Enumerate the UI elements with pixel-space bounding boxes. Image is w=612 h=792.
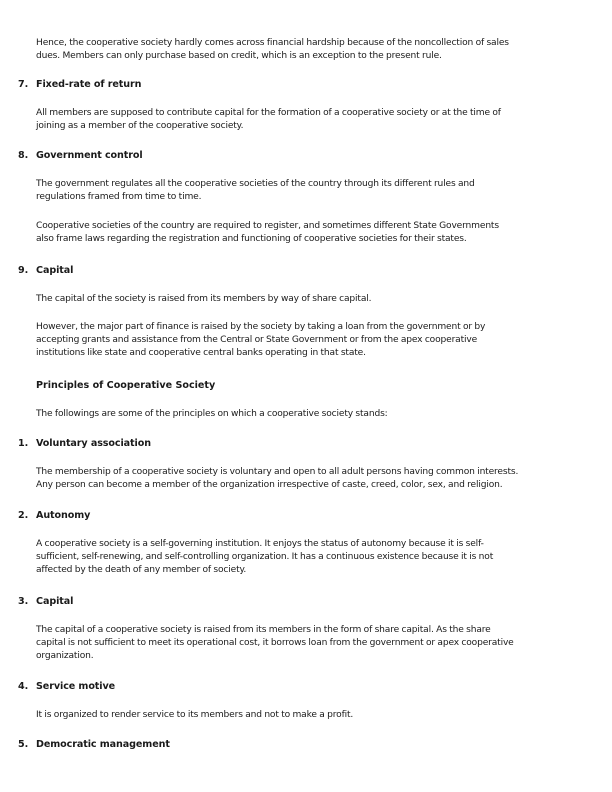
list-number: 9.	[18, 265, 29, 276]
text-line: affected by the death of any member of society.	[36, 565, 247, 575]
text-line: accepting grants and assistance from the Central or State Government or from the apex cooperative	[36, 335, 478, 345]
text-line: A cooperative society is a self-governing institution. It enjoys the status of autonomy because it is self-	[36, 539, 484, 549]
intro-paragraph	[36, 37, 576, 63]
text-line: The capital of the society is raised from its members by way of share capital.	[36, 294, 372, 304]
heading-text: Government control	[36, 150, 143, 161]
text-line: capital is not sufficient to meet its operational cost, it borrows loan from the government or apex cooperative	[36, 638, 514, 648]
text-line: The followings are some of the principles on which a cooperative society stands:	[36, 409, 388, 419]
text-line: The membership of a cooperative society is voluntary and open to all adult persons having common interests.	[36, 467, 519, 477]
list-number: 8.	[18, 150, 29, 161]
paragraph	[36, 107, 576, 133]
text-line: All members are supposed to contribute capital for the formation of a cooperative society or at the time of	[36, 108, 501, 118]
heading-text: Autonomy	[36, 510, 91, 521]
text-line: joining as a member of the cooperative society.	[36, 121, 244, 131]
text-line: The government regulates all the cooperative societies of the country through its different rules and	[36, 179, 475, 189]
list-number: 5.	[18, 739, 29, 750]
text-line: The capital of a cooperative society is raised from its members in the form of share capital. As the share	[36, 625, 491, 635]
heading-text: Democratic management	[36, 739, 170, 750]
list-number: 7.	[18, 79, 29, 90]
paragraph	[36, 220, 576, 246]
text-line: sufficient, self-renewing, and self-controlling organization. It has a continuous existence because it is not	[36, 552, 494, 562]
paragraph	[36, 321, 576, 360]
text-line: dues. Members can only purchase based on credit, which is an exception to the present rule.	[36, 51, 442, 61]
principles-heading: Principles of Cooperative Society	[36, 380, 216, 391]
paragraph	[36, 178, 576, 204]
list-number: 4.	[18, 681, 29, 692]
text-line: regulations framed from time to time.	[36, 192, 202, 202]
text-line: However, the major part of finance is raised by the society by taking a loan from the government or by	[36, 322, 486, 332]
text-line: Any person can become a member of the organization irrespective of caste, creed, color, sex, and religion.	[36, 480, 503, 490]
principles-intro	[36, 408, 576, 421]
heading-text: Capital	[36, 265, 74, 276]
section-heading-government-control	[18, 149, 143, 162]
text-line: Cooperative societies of the country are required to register, and sometimes different State Governments	[36, 221, 499, 231]
paragraph	[36, 538, 576, 577]
text-line: It is organized to render service to its members and not to make a profit.	[36, 710, 354, 720]
paragraph	[36, 709, 576, 722]
principle-heading-democratic-management	[18, 738, 170, 751]
text-line: organization.	[36, 651, 94, 661]
principle-heading-voluntary-association	[18, 437, 151, 450]
list-number: 3.	[18, 596, 29, 607]
heading-text: Capital	[36, 596, 74, 607]
text-line: institutions like state and cooperative central banks operating in that state.	[36, 348, 366, 358]
paragraph	[36, 466, 576, 492]
paragraph	[36, 624, 576, 663]
list-number: 1.	[18, 438, 29, 449]
section-heading-fixed-rate-of-return	[18, 78, 141, 91]
heading-text: Voluntary association	[36, 438, 151, 449]
principle-heading-service-motive	[18, 680, 115, 693]
text-line: Hence, the cooperative society hardly comes across financial hardship because of the noncollection of sales	[36, 38, 509, 48]
section-heading-capital	[18, 264, 73, 277]
heading-text: Service motive	[36, 681, 116, 692]
heading-text: Fixed-rate of return	[36, 79, 142, 90]
paragraph	[36, 293, 576, 306]
text-line: also frame laws regarding the registration and functioning of cooperative societies for their states.	[36, 234, 467, 244]
principle-heading-autonomy	[18, 509, 90, 522]
principle-heading-capital	[18, 595, 73, 608]
list-number: 2.	[18, 510, 29, 521]
